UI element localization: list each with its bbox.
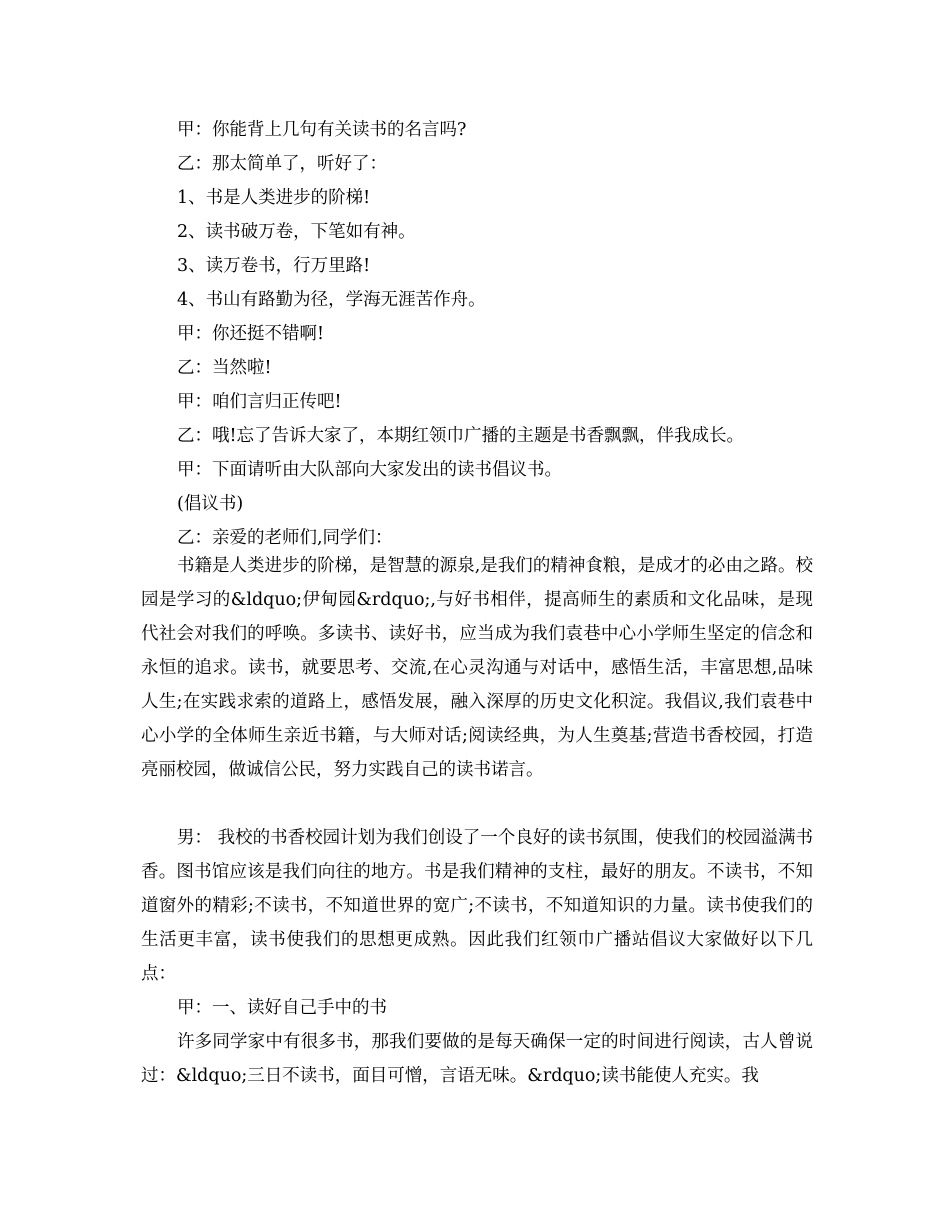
quote-line: 3、读万卷书，行万里路! [177, 256, 371, 276]
proposal-paragraph: 书籍是人类进步的阶梯，是智慧的源泉,是我们的精神食粮，是成才的必由之路。校园是学习的&ldquo;伊甸园&rdquo;,与好书相伴，提高师生的素质和文化品味，是现代社会对我们的呼唤。多读书、读好书，应当成为我们袁巷中心小学师生坚定的信念和永恒的追求。读书，就要思考、交流,在心灵沟通与对话中，感悟生活，丰富思想,品味人生;在实践求索的道路上，感悟发展，融入深厚的历史文化积淀。我倡议,我们袁巷中心小学的全体师生亲近书籍，与大师对话;阅读经典，为人生奠基;营造书香校园，打造亮丽校园，做诚信公民，努力实践自己的读书诺言。 [141, 556, 813, 780]
dialogue-line: 甲：下面请听由大队部向大家发出的读书倡议书。 [177, 460, 562, 480]
quote-line: 2、读书破万卷，下笔如有神。 [177, 222, 416, 242]
dialogue-line: 甲：你能背上几句有关读书的名言吗? [177, 120, 467, 140]
quote-line: 4、书山有路勤为径，学海无涯苦作舟。 [177, 290, 486, 310]
salutation-line: 乙：亲爱的老师们,同学们： [177, 528, 393, 548]
dialogue-line: 甲：你还挺不错啊! [177, 324, 325, 344]
speech-paragraph: 男： 我校的书香校园计划为我们创设了一个良好的读书氛围，使我们的校园溢满书香。图书馆应该是我们向往的地方。书是我们精神的支柱，最好的朋友。不读书，不知道窗外的精彩;不读书，不知道世界的宽广;不读书，不知道知识的力量。读书使我们的生活更丰富，读书使我们的思想更成熟。因此我们红领巾广播站倡议大家做好以下几点： [141, 828, 813, 984]
dialogue-line: 乙：当然啦! [177, 358, 272, 378]
dialogue-line: 乙：哦!忘了告诉大家了，本期红领巾广播的主题是书香飘飘，伴我成长。 [177, 426, 745, 446]
quote-line: 1、书是人类进步的阶梯! [177, 188, 371, 208]
section-label: (倡议书) [177, 494, 244, 514]
dialogue-line: 乙：那太简单了，听好了： [177, 154, 387, 174]
dialogue-line: 甲：咱们言归正传吧! [177, 392, 342, 412]
point-heading: 甲：一、读好自己手中的书 [177, 998, 387, 1018]
body-paragraph: 许多同学家中有很多书，那我们要做的是每天确保一定的时间进行阅读，古人曾说过：&ldquo;三日不读书，面目可憎，言语无味。&rdquo;读书能使人充实。我 [141, 1032, 813, 1086]
